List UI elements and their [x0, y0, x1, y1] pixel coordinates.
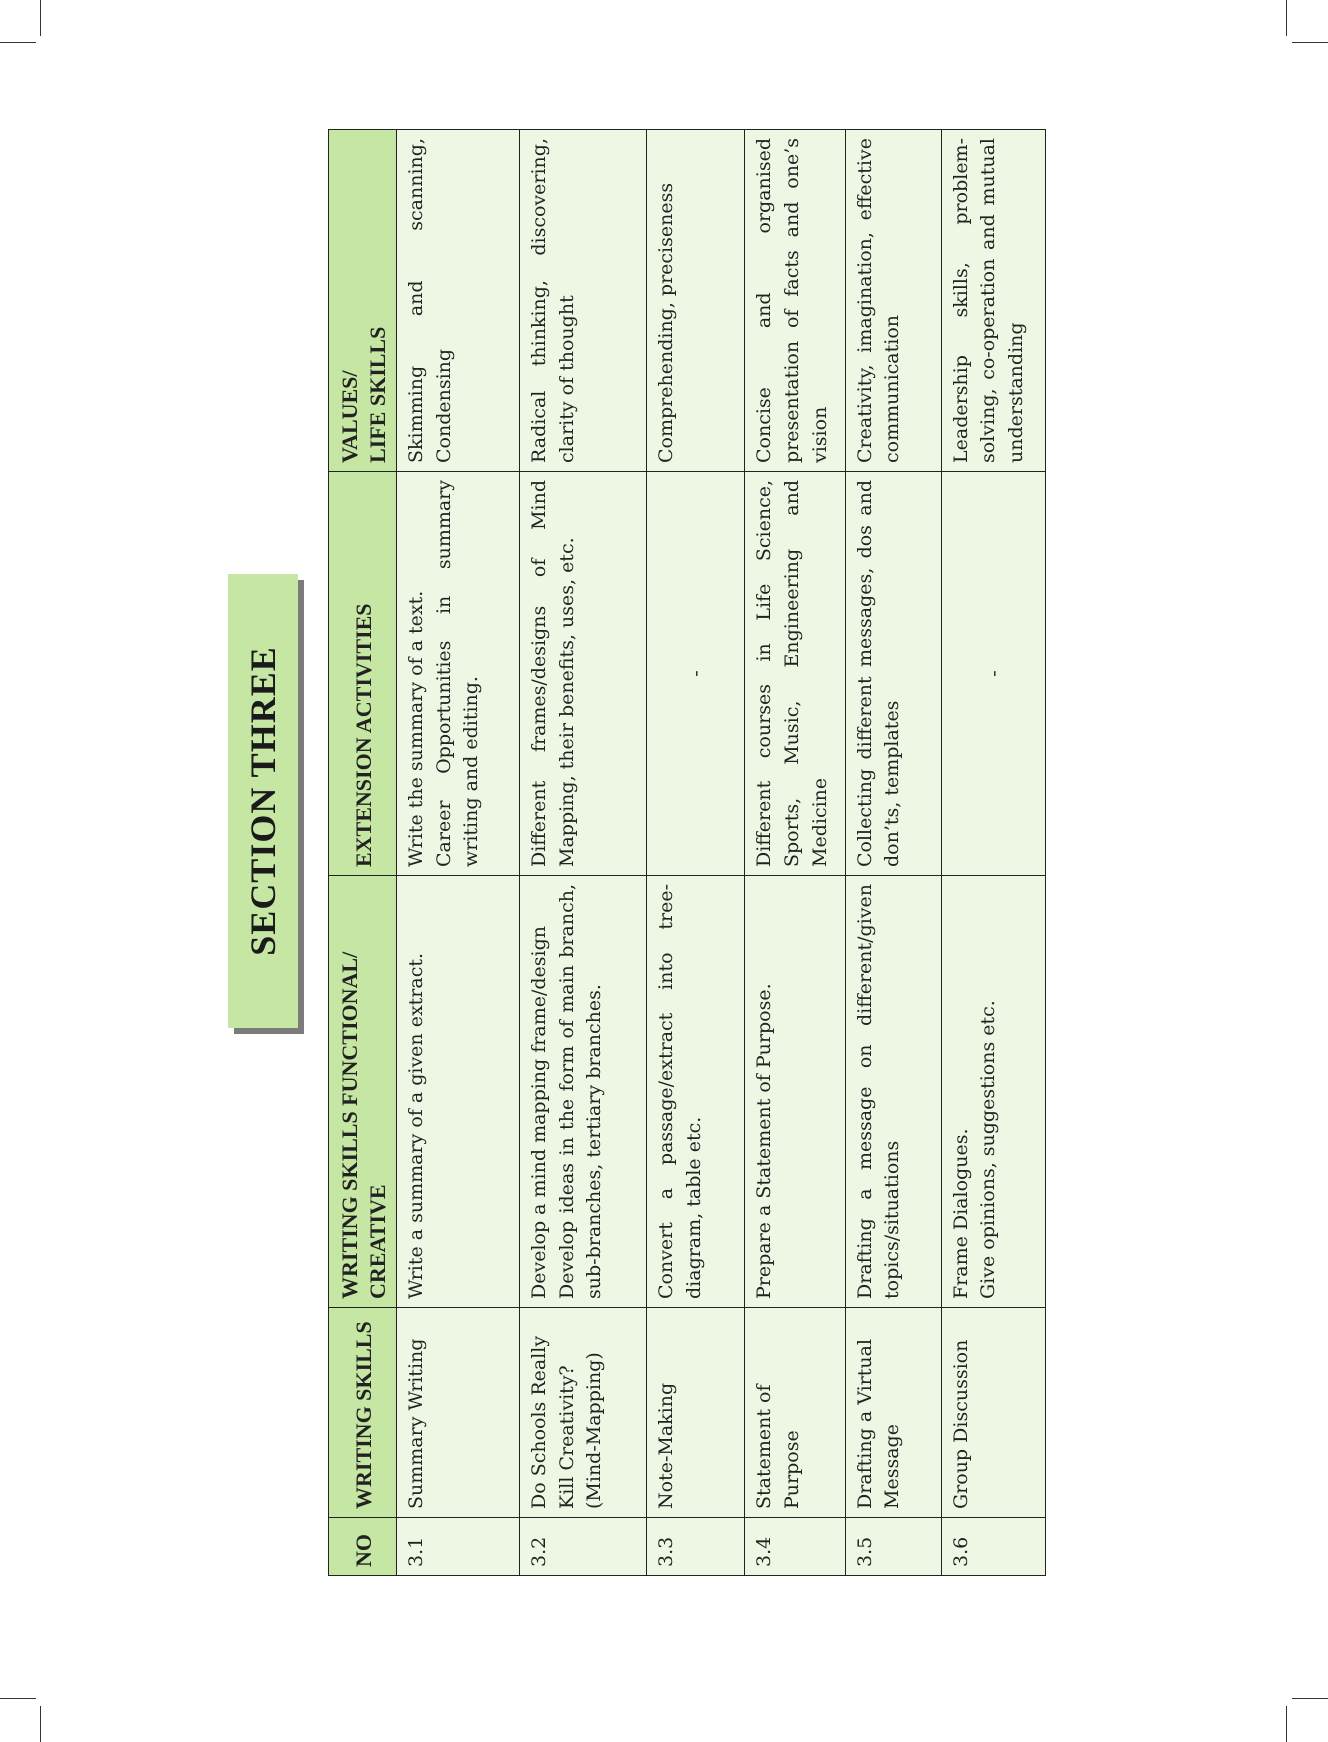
cell-line: -: [982, 670, 1005, 677]
table-row: [520, 130, 647, 1576]
crop-mark: [1286, 0, 1287, 36]
crop-mark: [40, 0, 41, 36]
cell-skill: [397, 1308, 520, 1518]
cell-line: Group Discussion: [949, 1339, 972, 1509]
cell-line: Different frames/designs of Mind Mapping, their benefits, uses, etc.: [528, 480, 578, 867]
section-title: SECTION THREE: [243, 646, 283, 956]
crop-mark: [1292, 42, 1328, 43]
cell-line: Frame Dialogues.: [949, 1128, 972, 1299]
cell-values: [845, 130, 941, 472]
cell-line: Radical thinking, discovering, clarity of thought: [528, 138, 578, 463]
table-row: [745, 130, 845, 1576]
cell-functional: [520, 876, 647, 1308]
cell-line: Note-Making: [655, 1382, 678, 1509]
cell-values: [397, 130, 520, 472]
cell-extension: [397, 472, 520, 876]
header-extension-activities: EXTENSION ACTIVITIES: [329, 472, 397, 876]
cell-line: Give opinions, suggestions etc.: [977, 1000, 1000, 1299]
cell-line: Statement of Purpose: [753, 1384, 804, 1509]
cell-line: Convert a passage/extract into tree-diagram, table etc.: [655, 884, 705, 1299]
cell-extension: [845, 472, 941, 876]
cell-line: Drafting a message on different/given topics/situations: [853, 884, 904, 1299]
cell-extension: [745, 472, 845, 876]
cell-no: 3.5: [845, 1518, 941, 1576]
cell-no: 3.6: [941, 1518, 1045, 1576]
cell-no: 3.3: [647, 1518, 745, 1576]
cell-extension: [941, 472, 1045, 876]
header-functional-creative: [329, 876, 397, 1308]
cell-line: Leadership skills, problem-solving, co-operation and mutual understanding: [949, 138, 1027, 463]
cell-skill: [647, 1308, 745, 1518]
cell-functional: [397, 876, 520, 1308]
cell-no: 3.4: [745, 1518, 845, 1576]
cell-line: Creativity, imagination, effective communication: [853, 138, 904, 463]
cell-line: -: [685, 670, 708, 677]
cell-skill: [845, 1308, 941, 1518]
cell-line: Summary Writing: [405, 1338, 427, 1509]
header-line: VALUES/: [337, 370, 362, 463]
header-line: LIFE SKILLS: [364, 326, 390, 463]
cell-functional: [845, 876, 941, 1308]
crop-mark: [0, 1698, 36, 1699]
cell-functional: [941, 876, 1045, 1308]
crop-mark: [1292, 1698, 1328, 1699]
cell-skill: [745, 1308, 845, 1518]
crop-mark: [1286, 1706, 1287, 1742]
cell-line: Career Opportunities in summary writing and editing.: [432, 480, 483, 867]
header-values-life-skills: [329, 130, 397, 472]
syllabus-table: [328, 129, 1046, 1576]
table-row: [941, 130, 1045, 1576]
cell-line: Write the summary of a text.: [405, 590, 427, 867]
cell-line: Different courses in Life Science, Sports, Music, Engineering and Medicine: [753, 480, 831, 867]
cell-no: 3.2: [520, 1518, 647, 1576]
syllabus-table-rotated: [328, 130, 1046, 1576]
table-row: [647, 130, 745, 1576]
cell-functional: [647, 876, 745, 1308]
cell-extension: [520, 472, 647, 876]
cell-line: Collecting different messages, dos and don’ts, templates: [853, 480, 904, 867]
cell-line: Skimming and scanning, Condensing: [405, 138, 455, 463]
cell-line: Develop a mind mapping frame/design: [528, 926, 551, 1299]
cell-line: (Mind-Mapping): [583, 1352, 606, 1509]
crop-mark: [40, 1706, 41, 1742]
cell-skill: [941, 1308, 1045, 1518]
table-row: [845, 130, 941, 1576]
cell-line: Drafting a Virtual Message: [853, 1338, 904, 1509]
cell-values: [647, 130, 745, 472]
cell-values: [745, 130, 845, 472]
header-line: WRITING SKILLS FUNCTIONAL/: [337, 951, 362, 1299]
crop-mark: [0, 42, 36, 43]
header-no: NO: [329, 1518, 397, 1576]
cell-skill: [520, 1308, 647, 1518]
header-line: CREATIVE: [364, 1184, 390, 1299]
header-writing-skills: WRITING SKILLS: [329, 1308, 397, 1518]
cell-line: Concise and organised presentation of facts and one’s vision: [753, 138, 831, 463]
section-banner: [228, 574, 298, 1028]
cell-line: Develop ideas in the form of main branch, sub-branches, tertiary branches.: [555, 884, 606, 1299]
syllabus-table-frame: [328, 130, 1046, 1576]
cell-values: [941, 130, 1045, 472]
cell-values: [520, 130, 647, 472]
table-header-row: [329, 130, 397, 1576]
cell-line: Comprehending, preciseness: [655, 182, 678, 463]
cell-line: Prepare a Statement of Purpose.: [753, 983, 776, 1299]
cell-no: 3.1: [397, 1518, 520, 1576]
cell-extension: [647, 472, 745, 876]
table-row: [397, 130, 520, 1576]
cell-line: Do Schools Really Kill Creativity?: [528, 1335, 578, 1509]
banner-box: [228, 574, 298, 1028]
cell-functional: [745, 876, 845, 1308]
cell-line: Write a summary of a given extract.: [405, 952, 427, 1299]
